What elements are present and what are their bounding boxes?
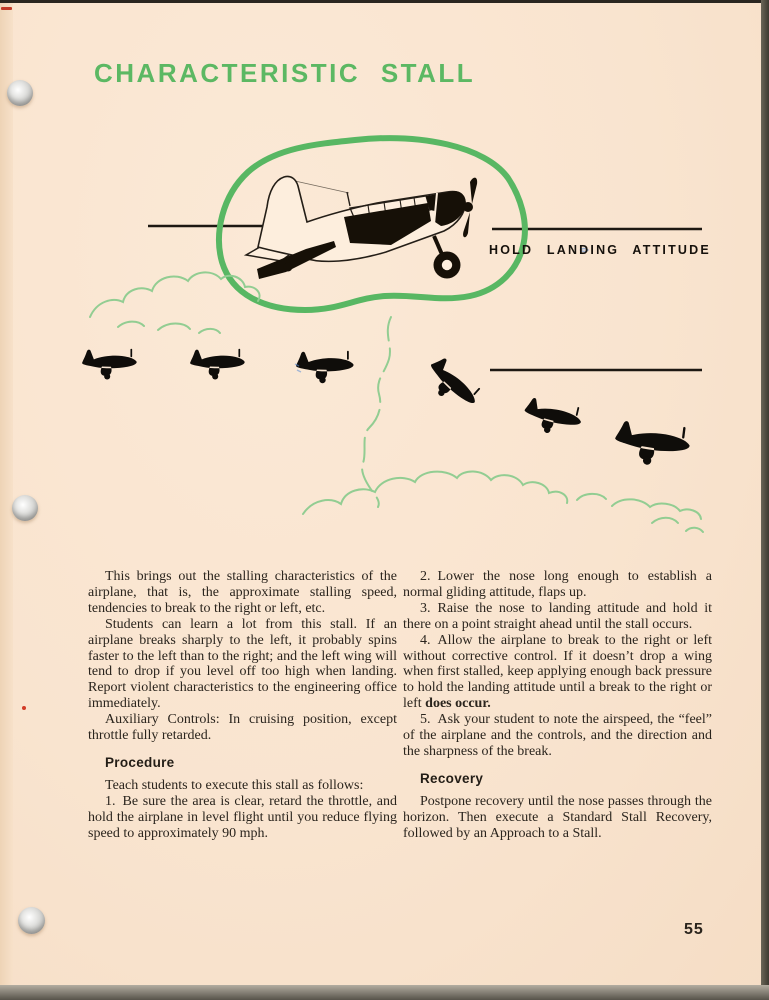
page-title: CHARACTERISTIC STALL [94,58,476,88]
stall-plane-2 [190,349,245,380]
paragraph: 1. Be sure the area is clear, retard the throttle, and hold the airplane in level flight until you reduce flying speed to approximately 90 mph. [88,793,397,841]
stall-plane-6-descending [612,419,691,470]
paragraph: 2. Lower the nose long enough to establish a normal gliding attitude, flaps up. [403,569,712,600]
cloud-descent-squiggle [362,317,391,507]
red-pencil-mark [1,7,12,10]
red-pencil-dot [22,706,26,710]
paragraph: Teach students to execute this stall as follows: [105,777,364,793]
body-left-column [88,569,397,842]
paragraph: Postpone recovery until the nose passes through the horizon. Then execute a Standard Stall Recovery, followed by an Approach to a Stall. [403,793,712,841]
paragraph: Students can learn a lot from this stall. If an airplane breaks sharply to the left, it probably spins faster to the left than to the right; and the left wing will tend to drop if you level off too high when landing. Report violent characteristics to the engineering office immediately. [88,616,397,712]
paragraph: Auxiliary Controls: In cruising position, except throttle fully retarded. [88,712,397,744]
punch-hole [12,495,38,521]
scan-bottom-edge [0,985,769,1000]
paragraph-text: 4. Allow the airplane to break to the right or left without corrective control. If it doesn’t drop a wing when first stalled, keep applying enough back pressure to hold the landing attitude until a break to the right or left [403,632,712,712]
paragraph [403,633,712,713]
paragraph: 3. Raise the nose to landing attitude and hold it there on a point straight ahead until the stall occurs. [403,600,712,632]
illustration-caption: HOLD LANDING ATTITUDE [489,243,711,257]
scan-right-edge [761,0,769,1000]
stall-plane-5-descending [521,395,584,440]
punch-hole [7,80,33,106]
scan-top-edge [0,0,769,3]
stall-plane-1 [82,349,137,380]
cloud-outline-bottom [303,471,703,532]
paragraph: 5. Ask your student to note the airspeed, the “feel” of the airplane and the controls, and the direction and the sharpness of the break. [403,712,712,759]
body-right-column [403,569,712,842]
section-heading-recovery: Recovery [420,770,484,786]
paragraph: This brings out the stalling characteristics of the airplane, that is, the approximate stalling speed, tendencies to break to the right or left, etc. [88,569,397,616]
page-number: 55 [684,921,704,938]
stall-plane-4-breaking [420,353,484,416]
emphasized-text: does occur. [425,696,491,712]
section-heading-procedure: Procedure [105,754,175,770]
punch-hole [18,907,45,934]
stall-plane-3 [296,351,354,383]
hero-airplane-drawing [246,176,477,279]
